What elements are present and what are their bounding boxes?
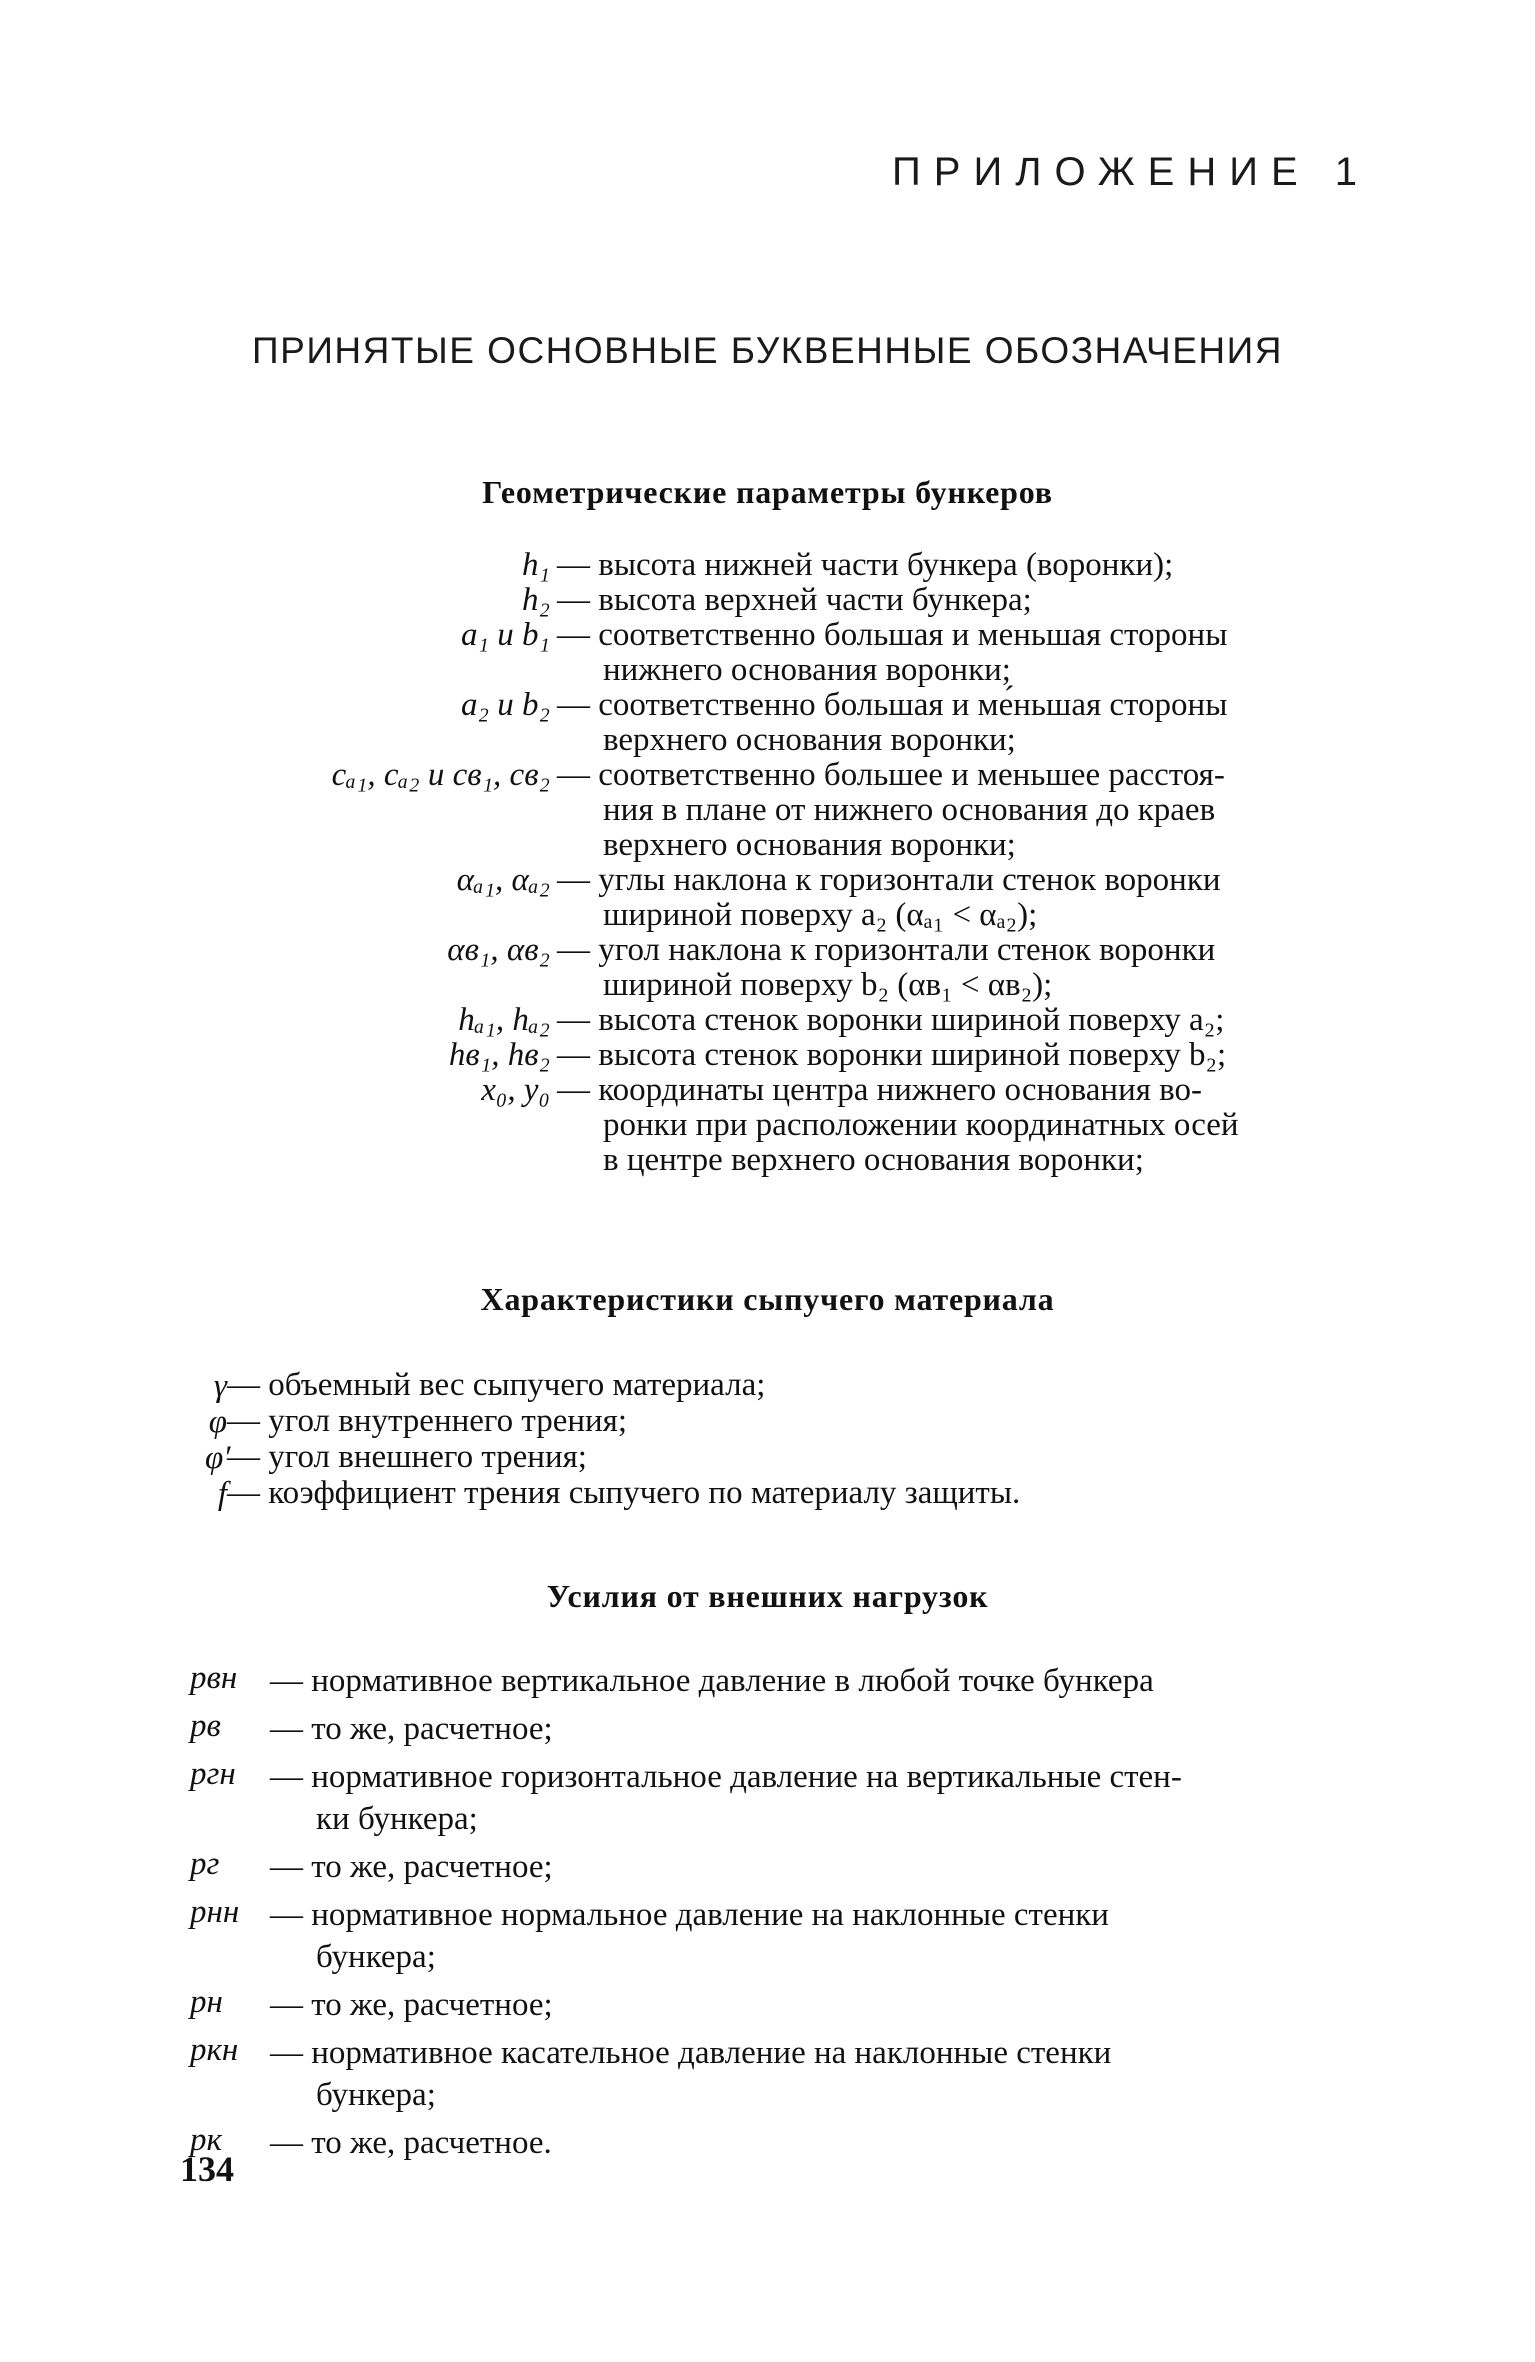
symbol-description xyxy=(270,2122,1345,2164)
symbol-description xyxy=(557,1038,1365,1073)
symbol-description xyxy=(270,2032,1345,2116)
section-title-material: Характеристики сыпучего материала xyxy=(480,1281,1055,1317)
symbol-description xyxy=(270,1708,1345,1750)
appendix-label: ПРИЛОЖЕНИЕ 1 xyxy=(892,150,1370,194)
description-line: — то же, расчетное; xyxy=(270,1711,553,1747)
symbol: pг xyxy=(190,1846,220,1882)
definition-entry xyxy=(190,1756,1360,1840)
description-line: — высота стенок воронки шириной поверху a₂; xyxy=(557,1002,1225,1038)
symbol-description xyxy=(270,1984,1345,2026)
symbol: x₀, y₀ xyxy=(481,1072,550,1108)
symbol: γ xyxy=(213,1368,227,1404)
definition-entry xyxy=(180,548,1365,583)
description-line: — соответственно большее и меньшее расстоя- xyxy=(557,757,1225,793)
symbol: φ′ xyxy=(205,1440,231,1476)
symbol-description xyxy=(557,583,1365,618)
definition-entry xyxy=(180,933,1365,1003)
description-line: — то же, расчетное. xyxy=(270,2125,552,2161)
symbol: pк xyxy=(190,2122,222,2158)
description-line: в центре верхнего основания воронки; xyxy=(603,1142,1144,1178)
symbol-description xyxy=(557,548,1365,583)
symbol-description xyxy=(557,618,1365,688)
description-line: ки бункера; xyxy=(316,1801,478,1837)
symbol: pгн xyxy=(190,1756,236,1792)
symbol: pвн xyxy=(190,1660,238,1696)
description-line: — высота нижней части бункера (воронки); xyxy=(557,547,1174,583)
definition-list-loads xyxy=(190,1660,1360,2170)
description-line: — нормативное касательное давление на наклонные стенки xyxy=(270,2035,1112,2071)
symbol-description xyxy=(557,863,1365,933)
definition-entry xyxy=(180,863,1365,933)
description-line: верхнего основания воронки; xyxy=(603,722,1016,758)
definition-entry xyxy=(180,758,1365,863)
symbol: pнн xyxy=(190,1894,240,1930)
description-line: — соответственно большая и ме́ньшая стороны xyxy=(557,687,1228,723)
symbol: αв₁, αв₂ xyxy=(447,932,550,968)
definition-entry xyxy=(190,1660,1360,1702)
description-line: бункера; xyxy=(316,2077,436,2113)
description-line: нижнего основания воронки; xyxy=(603,652,1011,688)
description-line: ронки при расположении координатных осей xyxy=(603,1107,1239,1143)
definition-entry xyxy=(205,1440,1305,1476)
description-line: — угол внутреннего трения; xyxy=(227,1403,628,1439)
description-line: — соответственно большая и меньшая стороны xyxy=(557,617,1228,653)
symbol-description xyxy=(557,933,1365,1003)
definition-entry xyxy=(180,1003,1365,1038)
symbol: pн xyxy=(190,1984,223,2020)
description-line: — угол внешнего трения; xyxy=(227,1439,587,1475)
definition-list-material xyxy=(205,1368,1305,1512)
description-line: — объемный вес сыпучего материала; xyxy=(227,1367,766,1403)
description-line: шириной поверху a₂ (αₐ₁ < αₐ₂); xyxy=(603,897,1038,933)
definition-entry xyxy=(190,2122,1360,2164)
description-line: бункера; xyxy=(316,1939,436,1975)
main-title: ПРИНЯТЫЕ ОСНОВНЫЕ БУКВЕННЫЕ ОБОЗНАЧЕНИЯ xyxy=(252,330,1283,371)
definition-list-geometry xyxy=(180,548,1365,1178)
symbol-description xyxy=(557,758,1365,863)
definition-entry xyxy=(205,1476,1305,1512)
symbol: a₂ и b₂ xyxy=(461,687,550,723)
definition-entry xyxy=(205,1368,1305,1404)
symbol: a₁ и b₁ xyxy=(461,617,550,653)
description-line: — углы наклона к горизонтали стенок воронки xyxy=(557,862,1221,898)
description-line: — нормативное нормальное давление на наклонные стенки xyxy=(270,1897,1109,1933)
symbol-description xyxy=(270,1846,1345,1888)
definition-entry xyxy=(180,583,1365,618)
description-line: — угол наклона к горизонтали стенок воронки xyxy=(557,932,1216,968)
symbol-description xyxy=(270,1894,1345,1978)
symbol-description xyxy=(270,1660,1345,1702)
description-line: шириной поверху b₂ (αв₁ < αв₂); xyxy=(603,967,1053,1003)
symbol: pкн xyxy=(190,2032,239,2068)
symbol: pв xyxy=(190,1708,221,1744)
description-line: — координаты центра нижнего основания во- xyxy=(557,1072,1203,1108)
description-line: — коэффициент трения сыпучего по материалу защиты. xyxy=(227,1475,1021,1511)
symbol: h₂ xyxy=(522,582,550,618)
definition-entry xyxy=(190,1708,1360,1750)
description-line: верхнего основания воронки; xyxy=(603,827,1016,863)
definition-entry xyxy=(190,1894,1360,1978)
description-line: — то же, расчетное; xyxy=(270,1987,553,2023)
description-line: — высота стенок воронки шириной поверху b₂; xyxy=(557,1037,1227,1073)
definition-entry xyxy=(190,2032,1360,2116)
section-title-geometry: Геометрические параметры бункеров xyxy=(482,474,1053,510)
page-number: 134 xyxy=(180,2149,234,2189)
definition-entry xyxy=(205,1404,1305,1440)
symbol-description xyxy=(227,1476,1257,1512)
symbol: αₐ₁, αₐ₂ xyxy=(456,862,550,898)
symbol-description xyxy=(227,1440,1257,1476)
section-title-loads: Усилия от внешних нагрузок xyxy=(546,1578,989,1614)
symbol: h₁ xyxy=(522,547,550,583)
definition-entry xyxy=(190,1846,1360,1888)
symbol: φ xyxy=(208,1404,227,1440)
definition-entry xyxy=(180,688,1365,758)
symbol-description xyxy=(270,1756,1345,1840)
symbol-description xyxy=(227,1368,1257,1404)
definition-entry xyxy=(180,1073,1365,1178)
definition-entry xyxy=(180,1038,1365,1073)
symbol: cₐ₁, cₐ₂ и cв₁, cв₂ xyxy=(331,757,550,793)
description-line: — нормативное вертикальное давление в любой точке бункера xyxy=(270,1663,1154,1699)
definition-entry xyxy=(180,618,1365,688)
description-line: — нормативное горизонтальное давление на вертикальные стен- xyxy=(270,1759,1182,1795)
symbol: hₐ₁, hₐ₂ xyxy=(458,1002,550,1038)
symbol-description xyxy=(227,1404,1257,1440)
description-line: — то же, расчетное; xyxy=(270,1849,553,1885)
definition-entry xyxy=(190,1984,1360,2026)
symbol-description xyxy=(557,1003,1365,1038)
symbol: hв₁, hв₂ xyxy=(448,1037,550,1073)
description-line: — высота верхней части бункера; xyxy=(557,582,1032,618)
description-line: ния в плане от нижнего основания до краев xyxy=(603,792,1216,828)
symbol-description xyxy=(557,688,1365,758)
symbol-description xyxy=(557,1073,1365,1178)
symbol: f xyxy=(217,1476,227,1512)
